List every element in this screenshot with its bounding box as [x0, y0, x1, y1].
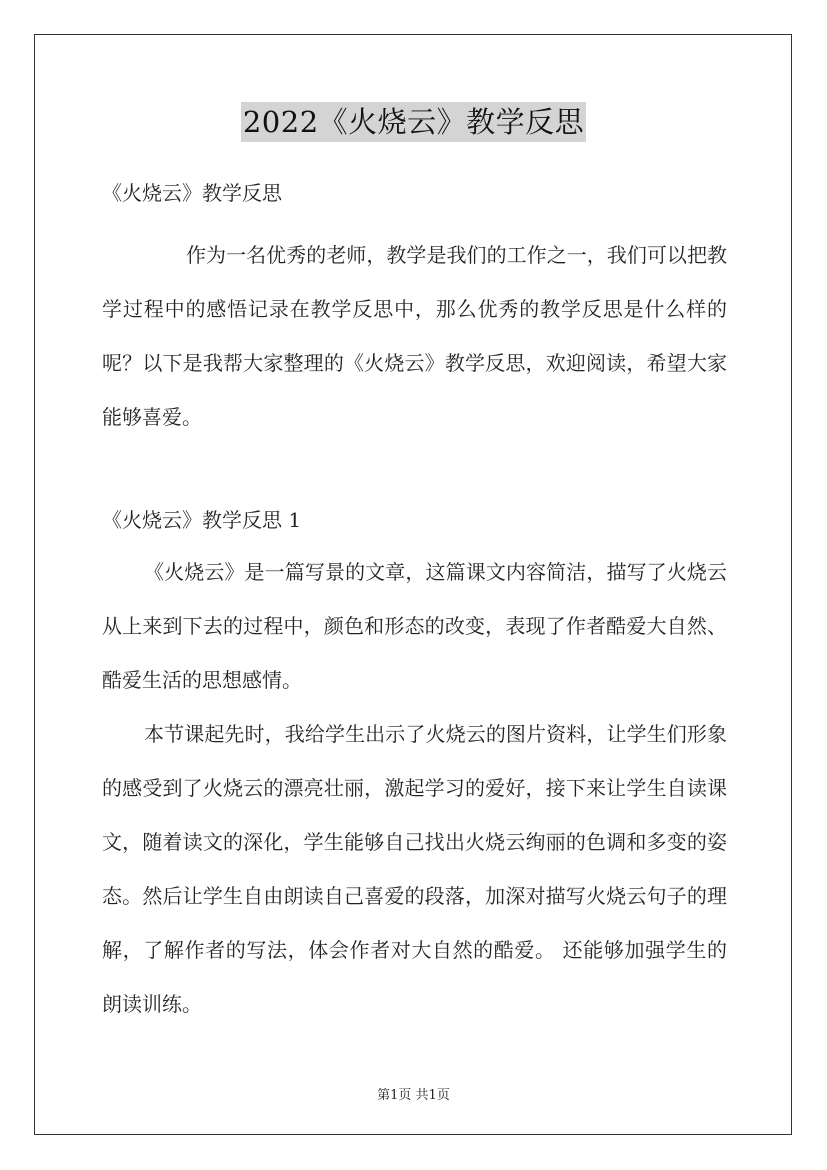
section-paragraph-2: 本节课起先时，我给学生出示了火烧云的图片资料，让学生们形象的感受到了火烧云的漂亮壮丽，激起学习的爱好，接下来让学生自读课文，随着读文的深化，学生能够自己找出火烧云绚丽的色调和多变的姿态。然后让学生自由朗读自己喜爱的段落，加深对描写火烧云句子的理解，了解作者的写法，体会作者对大自然的酷爱。 还能够加强学生的朗读训练。	[102, 722, 727, 1016]
document-subtitle: 《火烧云》教学反思	[102, 181, 282, 205]
section-heading: 《火烧云》教学反思 1	[102, 508, 302, 532]
page-footer: 第1页 共1页	[377, 1088, 450, 1103]
title-wrapper	[0, 102, 827, 142]
section-paragraph-1: 《火烧云》是一篇写景的文章，这篇课文内容简洁，描写了火烧云从上来到下去的过程中，颜色和形态的改变，表现了作者酷爱大自然、酷爱生活的思想感情。	[102, 560, 727, 692]
intro-paragraph: 作为一名优秀的老师，教学是我们的工作之一，我们可以把教学过程中的感悟记录在教学反思中，那么优秀的教学反思是什么样的呢？以下是我帮大家整理的《火烧云》教学反思，欢迎阅读，希望大家能够喜爱。	[102, 243, 727, 429]
document-title: 2022《火烧云》教学反思	[241, 102, 586, 142]
